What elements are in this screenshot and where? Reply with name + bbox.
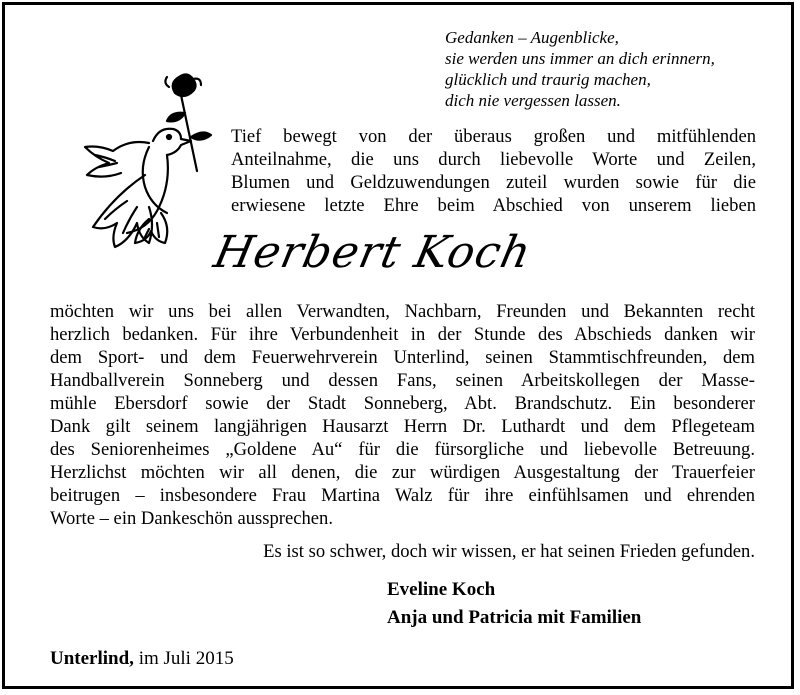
main-text: [50, 300, 755, 530]
body-line: dem Sport- und dem Feuerwehrverein Unterlind, seinen Stammtischfreunden, dem: [50, 347, 755, 368]
poem-line: dich nie vergessen lassen.: [445, 91, 621, 110]
body-line: mühle Ebersdorf sowie der Stadt Sonneberg, Abt. Brandschutz. Ein besonderer: [50, 393, 755, 414]
intro-line: Anteilnahme, die uns durch liebevolle Worte und Zeilen,: [231, 149, 756, 170]
intro-line: Blumen und Geldzuwendungen zuteil wurden sowie für die: [231, 172, 756, 193]
body-line: beitrugen – insbesondere Frau Martina Walz für ihre einfühlsamen und ehrenden: [50, 485, 755, 506]
body-line: herzlich bedanken. Für ihre Verbundenheit in der Stunde des Abschieds danken wir: [50, 324, 755, 345]
intro-line: erwiesene letzte Ehre beim Abschied von unserem lieben: [231, 195, 756, 216]
intro-line: Tief bewegt von der überaus großen und mitfühlenden: [231, 126, 756, 147]
body-line: Dank gilt seinem langjährigen Hausarzt Herrn Dr. Luthardt und dem Pflegeteam: [50, 416, 755, 437]
body-line: Worte – ein Dankeschön aussprechen.: [50, 508, 333, 529]
poem: [445, 27, 775, 111]
signer: Eveline Koch: [387, 579, 496, 600]
body-line: Herzlichst möchten wir all denen, die zur würdigen Ausgestaltung der Trauerfeier: [50, 462, 755, 483]
body-line: des Seniorenheimes „Goldene Au“ für die fürsorgliche und liebevolle Betreuung.: [50, 439, 755, 460]
signers: [387, 576, 641, 632]
dove-with-rose-icon: [65, 63, 235, 253]
place-date: [50, 648, 234, 670]
intro-text: [231, 125, 756, 217]
deceased-name: Herbert Koch: [209, 227, 536, 278]
closing-sentence: Es ist so schwer, doch wir wissen, er hat seinen Frieden gefunden.: [263, 541, 755, 562]
signer: Anja und Patricia mit Familien: [387, 607, 642, 628]
poem-line: sie werden uns immer an dich erinnern,: [445, 49, 715, 68]
date: im Juli 2015: [138, 648, 234, 669]
body-line: möchten wir uns bei allen Verwandten, Nachbarn, Freunden und Bekannten recht: [50, 301, 755, 322]
obituary-card: [2, 2, 794, 689]
place: Unterlind,: [50, 648, 134, 669]
poem-line: glücklich und traurig machen,: [445, 70, 651, 89]
poem-line: Gedanken – Augenblicke,: [445, 28, 619, 47]
body-line: Handballverein Sonneberg und dessen Fans, seinen Arbeitskollegen der Masse-: [50, 370, 755, 391]
